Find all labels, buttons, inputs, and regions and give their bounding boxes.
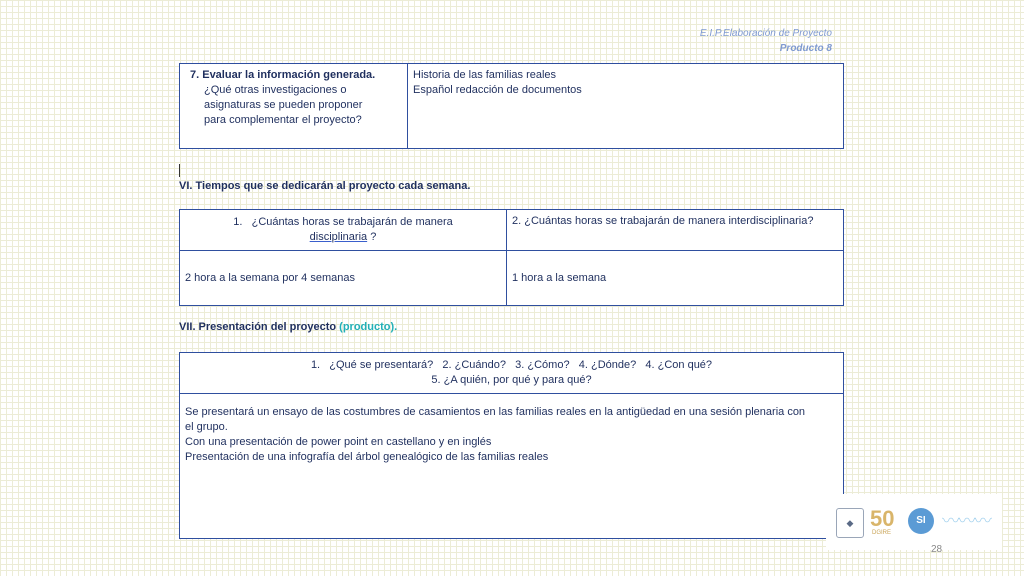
evaluation-table [179,63,844,149]
presentation-questions-cell [180,353,844,394]
hours-question-interdisciplinary: 2. ¿Cuántas horas se trabajarán de manera interdisciplinaria? [507,210,844,251]
hours-q1-suffix: ? [370,231,377,243]
section-vii-title-accent: (producto). [339,321,398,333]
wave-logo-icon: 〰〰〰 [942,511,990,531]
presentation-answer-cell [180,394,844,539]
evaluation-question-cell [180,64,408,149]
presentation-table [179,352,844,539]
text-cursor [179,164,180,177]
evaluation-question-line: ¿Qué otras investigaciones o [204,84,347,96]
evaluation-answer-line: Historia de las familias reales [413,69,557,81]
evaluation-question-line: para complementar el proyecto? [204,114,362,126]
presentation-answer-line: el grupo. [185,421,228,433]
hours-table [179,209,844,306]
page-number: 28 [931,544,943,555]
hours-answer-interdisciplinary: 1 hora a la semana [507,251,844,306]
hours-q1-number: 1. [233,216,243,228]
institution-logos [826,494,1002,550]
section-vi-title: VI. Tiempos que se dedicarán al proyecto cada semana. [179,180,471,192]
presentation-questions-line: 5. ¿A quién, por qué y para qué? [431,374,592,386]
header-project-name: E.I.P.Elaboración de Proyecto [699,28,832,39]
presentation-answer-line: Se presentará un ensayo de las costumbres de casamientos en las familias reales en la antigüedad en una sesión plenaria con [185,406,806,418]
header-product-number: Producto 8 [779,43,832,54]
si-logo: SI [908,508,934,534]
hours-q1-underlined-word: disciplinaria [309,231,368,243]
dgire-logo-text: DGIRE [872,530,892,536]
anniversary-logo: 50 [870,506,895,531]
evaluation-answer-cell [408,64,844,149]
presentation-answer-line: Presentación de una infografía del árbol genealógico de las familias reales [185,451,549,463]
unam-shield-icon: ◆ [836,508,864,538]
hours-question-disciplinary [180,210,507,251]
evaluation-question-line: asignaturas se pueden proponer [204,99,363,111]
section-vii-title-text: VII. Presentación del proyecto [179,321,337,333]
hours-q1-text: ¿Cuántas horas se trabajarán de manera [251,216,453,228]
presentation-questions-line: 1. ¿Qué se presentará? 2. ¿Cuándo? 3. ¿Cómo? 4. ¿Dónde? 4. ¿Con qué? [310,359,713,371]
evaluation-answer-line: Español redacción de documentos [413,84,582,96]
section-vii-title [179,321,397,333]
evaluation-title: 7. Evaluar la información generada. [190,69,376,81]
presentation-answer-line: Con una presentación de power point en castellano y en inglés [185,436,492,448]
hours-answer-disciplinary: 2 hora a la semana por 4 semanas [180,251,507,306]
